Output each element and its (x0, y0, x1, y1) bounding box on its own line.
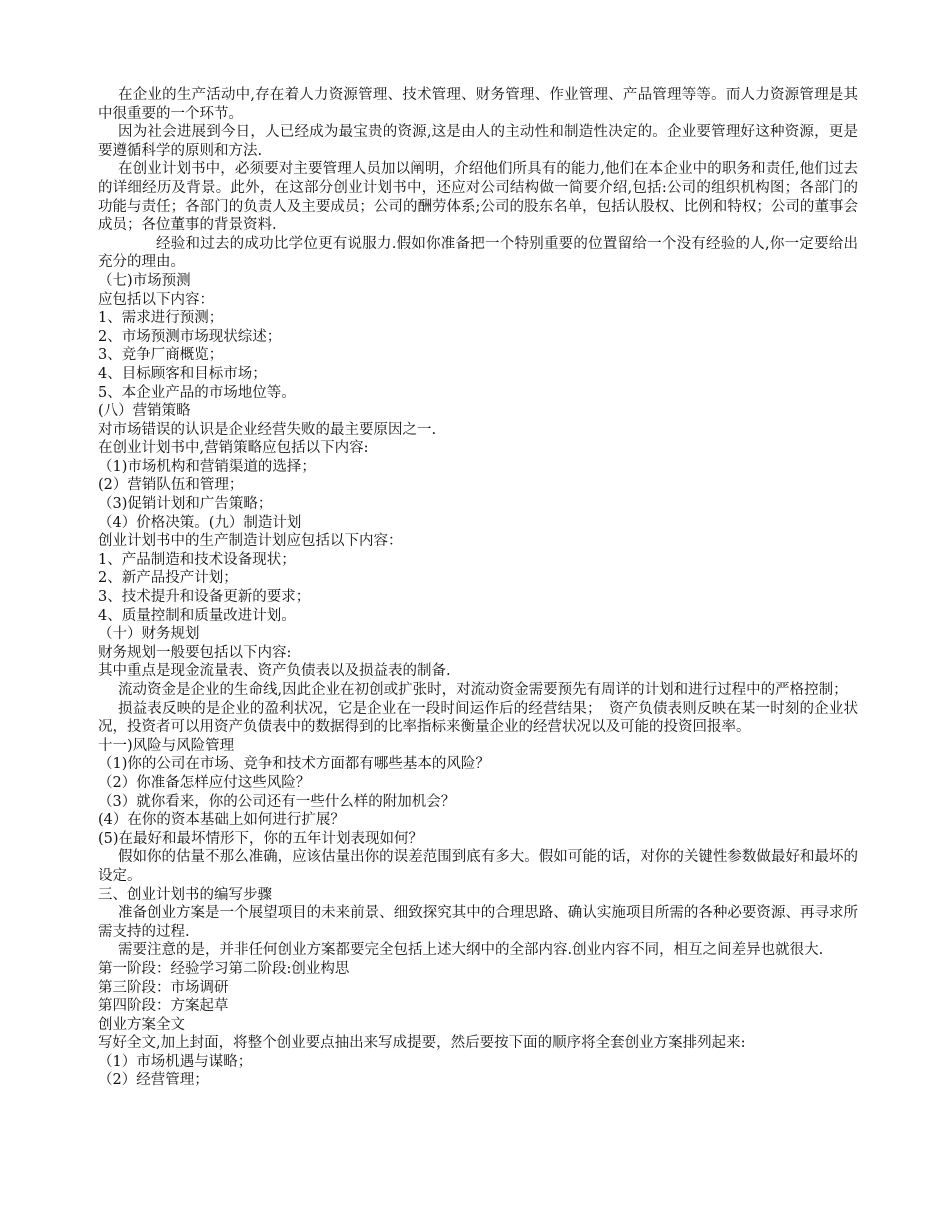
paragraph: （十）财务规划 (98, 626, 200, 643)
paragraph: 需要注意的是，并非任何创业方案都要完全包括上述大纲中的全部内容.创业内容不同，相互之间差异也就很大. (118, 942, 824, 959)
paragraph: (八）营销策略 (98, 403, 191, 420)
paragraph: 对市场错误的认识是企业经营失败的最主要原因之一. (98, 421, 437, 438)
paragraph: (2）营销队伍和管理； (98, 477, 244, 494)
paragraph: 应包括以下内容： (98, 291, 214, 308)
paragraph: （2）经营管理； (98, 1072, 209, 1089)
paragraph: 损益表反映的是企业的盈利状况，它是企业在一段时间运作后的经营结果； 资产负债表则反映在某一时刻的企业状况，投资者可以用资产负债表中的数据得到的比率指标来衡量企业的经营状况以及可能的投资回报率。 (98, 700, 858, 736)
paragraph: 2、市场预测市场现状综述； (98, 328, 282, 345)
paragraph: (5)在最好和最坏情形下，你的五年计划表现如何？ (98, 830, 424, 847)
paragraph: 2、新产品投产计划； (98, 570, 238, 587)
paragraph: 第四阶段：方案起草 (98, 998, 229, 1015)
paragraph: (4）在你的资本基础上如何进行扩展？ (98, 812, 345, 829)
paragraph: （4）价格决策。(九）制造计划 (98, 514, 302, 531)
paragraph: 1、产品制造和技术设备现状； (98, 551, 296, 568)
paragraph: 假如你的估量不那么准确，应该估量出你的误差范围到底有多大。假如可能的话，对你的关键性参数做最好和最坏的设定。 (98, 849, 858, 884)
paragraph: 3、竞争厂商概览； (98, 347, 224, 364)
paragraph: （1)市场机构和营销渠道的选择； (98, 458, 316, 475)
document-body (98, 86, 858, 1090)
paragraph: 准备创业方案是一个展望项目的未来前景、细致探究其中的合理思路、确认实施项目所需的各种必要资源、再寻求所需支持的过程. (98, 905, 858, 940)
paragraph: 4、质量控制和质量改进计划。 (98, 607, 296, 624)
paragraph: 创业方案全文 (98, 1016, 185, 1033)
paragraph: （1）市场机遇与谋略； (98, 1053, 253, 1070)
paragraph: 十一)风险与风险管理 (98, 737, 235, 754)
paragraph: （1)你的公司在市场、竞争和技术方面都有哪些基本的风险？ (98, 756, 490, 773)
paragraph: 在创业计划书中，必须要对主要管理人员加以阐明，介绍他们所具有的能力,他们在本企业中的职务和责任,他们过去的详细经历及背景。此外，在这部分创业计划书中，还应对公司结构做一简要介绍,包括:公司的组织机构图；各部门的功能与责任；各部门的负责人及主要成员；公司的酬劳体系;公司的股东名单，包括认股权、比例和特权；公司的董事会成员；各位董事的背景资料. (98, 161, 858, 234)
paragraph: 3、技术提升和设备更新的要求； (98, 589, 311, 606)
paragraph: 5、本企业产品的市场地位等。 (98, 384, 296, 401)
paragraph: 因为社会进展到今日，人已经成为最宝贵的资源,这是由人的主动性和制造性决定的。企业要管理好这种资源，更是要遵循科学的原则和方法. (98, 124, 858, 159)
paragraph: （3）就你看来，你的公司还有一些什么样的附加机会？ (98, 793, 456, 810)
paragraph: （3)促销计划和广告策略； (98, 496, 273, 513)
paragraph: 在企业的生产活动中,存在着人力资源管理、技术管理、财务管理、作业管理、产品管理等等。而人力资源管理是其中很重要的一个环节。 (98, 87, 858, 122)
paragraph: （七)市场预测 (98, 272, 191, 289)
paragraph: 财务规划一般要包括以下内容: (98, 644, 292, 661)
paragraph: 4、目标顾客和目标市场； (98, 365, 267, 382)
paragraph: 第三阶段：市场调研 (98, 979, 229, 996)
paragraph: （2）你准备怎样应付这些风险？ (98, 774, 311, 791)
paragraph: 经验和过去的成功比学位更有说服力.假如你准备把一个特别重要的位置留给一个没有经验的人,你一定要给出充分的理由。 (98, 235, 858, 271)
paragraph: 流动资金是企业的生命线,因此企业在初创或扩张时，对流动资金需要预先有周详的计划和进行过程中的严格控制； (118, 682, 848, 698)
paragraph: 其中重点是现金流量表、资产负债表以及损益表的制备. (98, 663, 451, 680)
paragraph: 创业计划书中的生产制造计划应包括以下内容： (98, 533, 403, 550)
paragraph: 第一阶段：经验学习第二阶段:创业构思 (98, 960, 350, 977)
paragraph: 写好全文,加上封面，将整个创业要点抽出来写成提要，然后要按下面的顺序将全套创业方案排列起来: (98, 1035, 746, 1052)
paragraph: 三、创业计划书的编写步骤 (98, 886, 272, 903)
paragraph: 1、需求进行预测； (98, 310, 224, 327)
paragraph: 在创业计划书中,营销策略应包括以下内容: (98, 440, 369, 457)
